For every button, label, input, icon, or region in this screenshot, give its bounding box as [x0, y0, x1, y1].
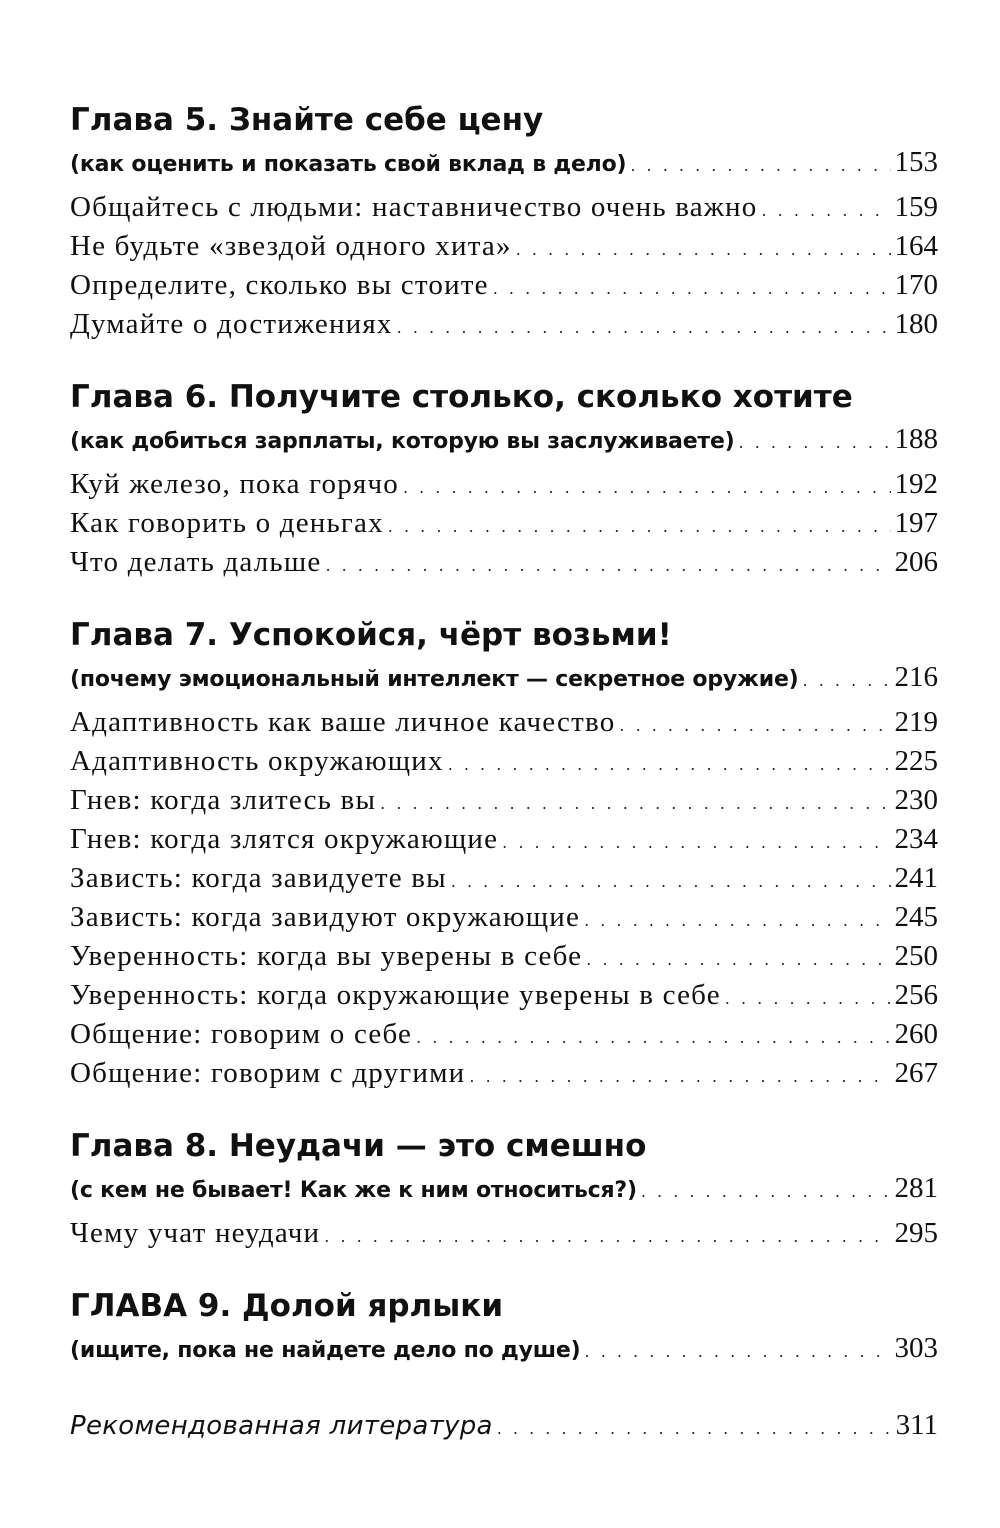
dot-leader: [416, 1028, 890, 1047]
chapter-subtitle: (как оценить и показать свой вклад в дело): [70, 152, 627, 177]
page-number: 216: [894, 661, 938, 693]
page-number: 206: [894, 546, 938, 578]
dot-leader: [725, 989, 891, 1008]
entry-title: Зависть: когда завидуют окружающие: [70, 901, 581, 933]
page-number: 311: [895, 1409, 938, 1441]
chapter-subtitle: (с кем не бывает! Как же к ним относиться?): [70, 1178, 637, 1203]
page-number: 234: [894, 823, 938, 855]
dot-leader: [469, 1067, 890, 1086]
toc-entry: [70, 308, 938, 347]
entry-title: Гнев: когда злятся окружающие: [70, 823, 499, 855]
dot-leader: [324, 1227, 890, 1246]
page-number: 245: [894, 901, 938, 933]
entry-title: Как говорить о деньгах: [70, 507, 384, 539]
dot-leader: [739, 433, 891, 452]
dot-leader: [493, 279, 891, 298]
chapter-subtitle-row: [70, 1172, 938, 1217]
entry-title: Уверенность: когда вы уверены в себе: [70, 940, 583, 972]
chapter-title: Глава 8. Неудачи — это смешно: [70, 1128, 647, 1164]
toc-entry: [70, 823, 938, 862]
chapter-subtitle: (как добиться зарплаты, которую вы заслуживаете): [70, 429, 735, 454]
page-number: 180: [894, 308, 938, 340]
chapter-5: [70, 100, 938, 347]
entry-title: Определите, сколько вы стоите: [70, 269, 489, 301]
toc-entry: [70, 862, 938, 901]
toc-entry: [70, 269, 938, 308]
page-number: 170: [894, 269, 938, 301]
toc-entry: [70, 1018, 938, 1057]
table-of-contents: [70, 100, 938, 1448]
entry-title: Думайте о достижениях: [70, 308, 393, 340]
dot-leader: [586, 950, 890, 969]
literature-row: [70, 1409, 938, 1448]
dot-leader: [325, 556, 890, 575]
page-number: 295: [894, 1217, 938, 1249]
page-number: 159: [894, 191, 938, 223]
toc-entry: [70, 784, 938, 823]
chapter-subtitle-row: [70, 423, 938, 468]
page-number: 250: [894, 940, 938, 972]
entry-title: Общение: говорим с другими: [70, 1057, 466, 1089]
entry-title: Уверенность: когда окружающие уверены в себе: [70, 979, 721, 1011]
dot-leader: [641, 1182, 891, 1201]
chapter-6: [70, 377, 938, 585]
chapter-title: Глава 6. Получите столько, сколько хотите: [70, 379, 853, 415]
toc-entry: [70, 230, 938, 269]
page-number: 281: [894, 1172, 938, 1204]
chapter-title: ГЛАВА 9. Долой ярлыки: [70, 1288, 504, 1324]
page-number: 153: [894, 146, 938, 178]
entry-title: Адаптивность как ваше личное качество: [70, 706, 616, 738]
dot-leader: [397, 318, 891, 337]
toc-entry: [70, 745, 938, 784]
toc-entry: [70, 546, 938, 585]
chapter-title: Глава 7. Успокойся, чёрт возьми!: [70, 617, 672, 653]
dot-leader: [451, 872, 891, 891]
page-number: 303: [894, 1332, 938, 1364]
chapter-subtitle-row: [70, 146, 938, 191]
dot-leader: [380, 794, 890, 813]
toc-entry: [70, 706, 938, 745]
chapter-subtitle: (почему эмоциональный интеллект — секретное оружие): [70, 667, 799, 692]
dot-leader: [403, 478, 891, 497]
page-number: 225: [894, 745, 938, 777]
entry-title: Не будьте «звездой одного хита»: [70, 230, 512, 262]
page-number: 260: [894, 1018, 938, 1050]
entry-title: Гнев: когда злитесь вы: [70, 784, 377, 816]
page-number: 241: [894, 862, 938, 894]
dot-leader: [388, 517, 891, 536]
toc-entry: [70, 1217, 938, 1256]
toc-entry: [70, 1057, 938, 1096]
dot-leader: [761, 201, 890, 220]
entry-title: Куй железо, пока горячо: [70, 468, 399, 500]
page-number: 164: [894, 230, 938, 262]
chapter-title: Глава 5. Знайте себе цену: [70, 102, 544, 138]
toc-entry: [70, 468, 938, 507]
chapter-subtitle-row: [70, 1332, 938, 1377]
entry-title: Общайтесь с людьми: наставничество очень важно: [70, 191, 758, 223]
chapter-9: [70, 1286, 938, 1377]
literature-title: Рекомендованная литература: [70, 1411, 493, 1441]
dot-leader: [497, 1419, 892, 1438]
dot-leader: [585, 1342, 891, 1361]
entry-title: Общение: говорим о себе: [70, 1018, 413, 1050]
dot-leader: [803, 671, 891, 690]
dot-leader: [516, 240, 891, 259]
entry-title: Зависть: когда завидуете вы: [70, 862, 447, 894]
dot-leader: [630, 156, 890, 175]
chapter-subtitle: (ищите, пока не найдете дело по душе): [70, 1338, 581, 1363]
chapter-8: [70, 1126, 938, 1256]
entry-title: Адаптивность окружающих: [70, 745, 444, 777]
toc-entry: [70, 979, 938, 1018]
toc-entry: [70, 507, 938, 546]
page-number: 230: [894, 784, 938, 816]
page-number: 197: [894, 507, 938, 539]
page-number: 267: [894, 1057, 938, 1089]
entry-title: Что делать дальше: [70, 546, 322, 578]
page-number: 192: [894, 468, 938, 500]
toc-entry: [70, 901, 938, 940]
toc-entry: [70, 191, 938, 230]
toc-entry: [70, 940, 938, 979]
dot-leader: [619, 716, 890, 735]
dot-leader: [502, 833, 890, 852]
page-number: 256: [894, 979, 938, 1011]
entry-title: Чему учат неудачи: [70, 1217, 321, 1249]
dot-leader: [584, 911, 890, 930]
dot-leader: [448, 755, 891, 774]
page-number: 219: [894, 706, 938, 738]
chapter-7: [70, 615, 938, 1096]
page-number: 188: [894, 423, 938, 455]
chapter-subtitle-row: [70, 661, 938, 706]
